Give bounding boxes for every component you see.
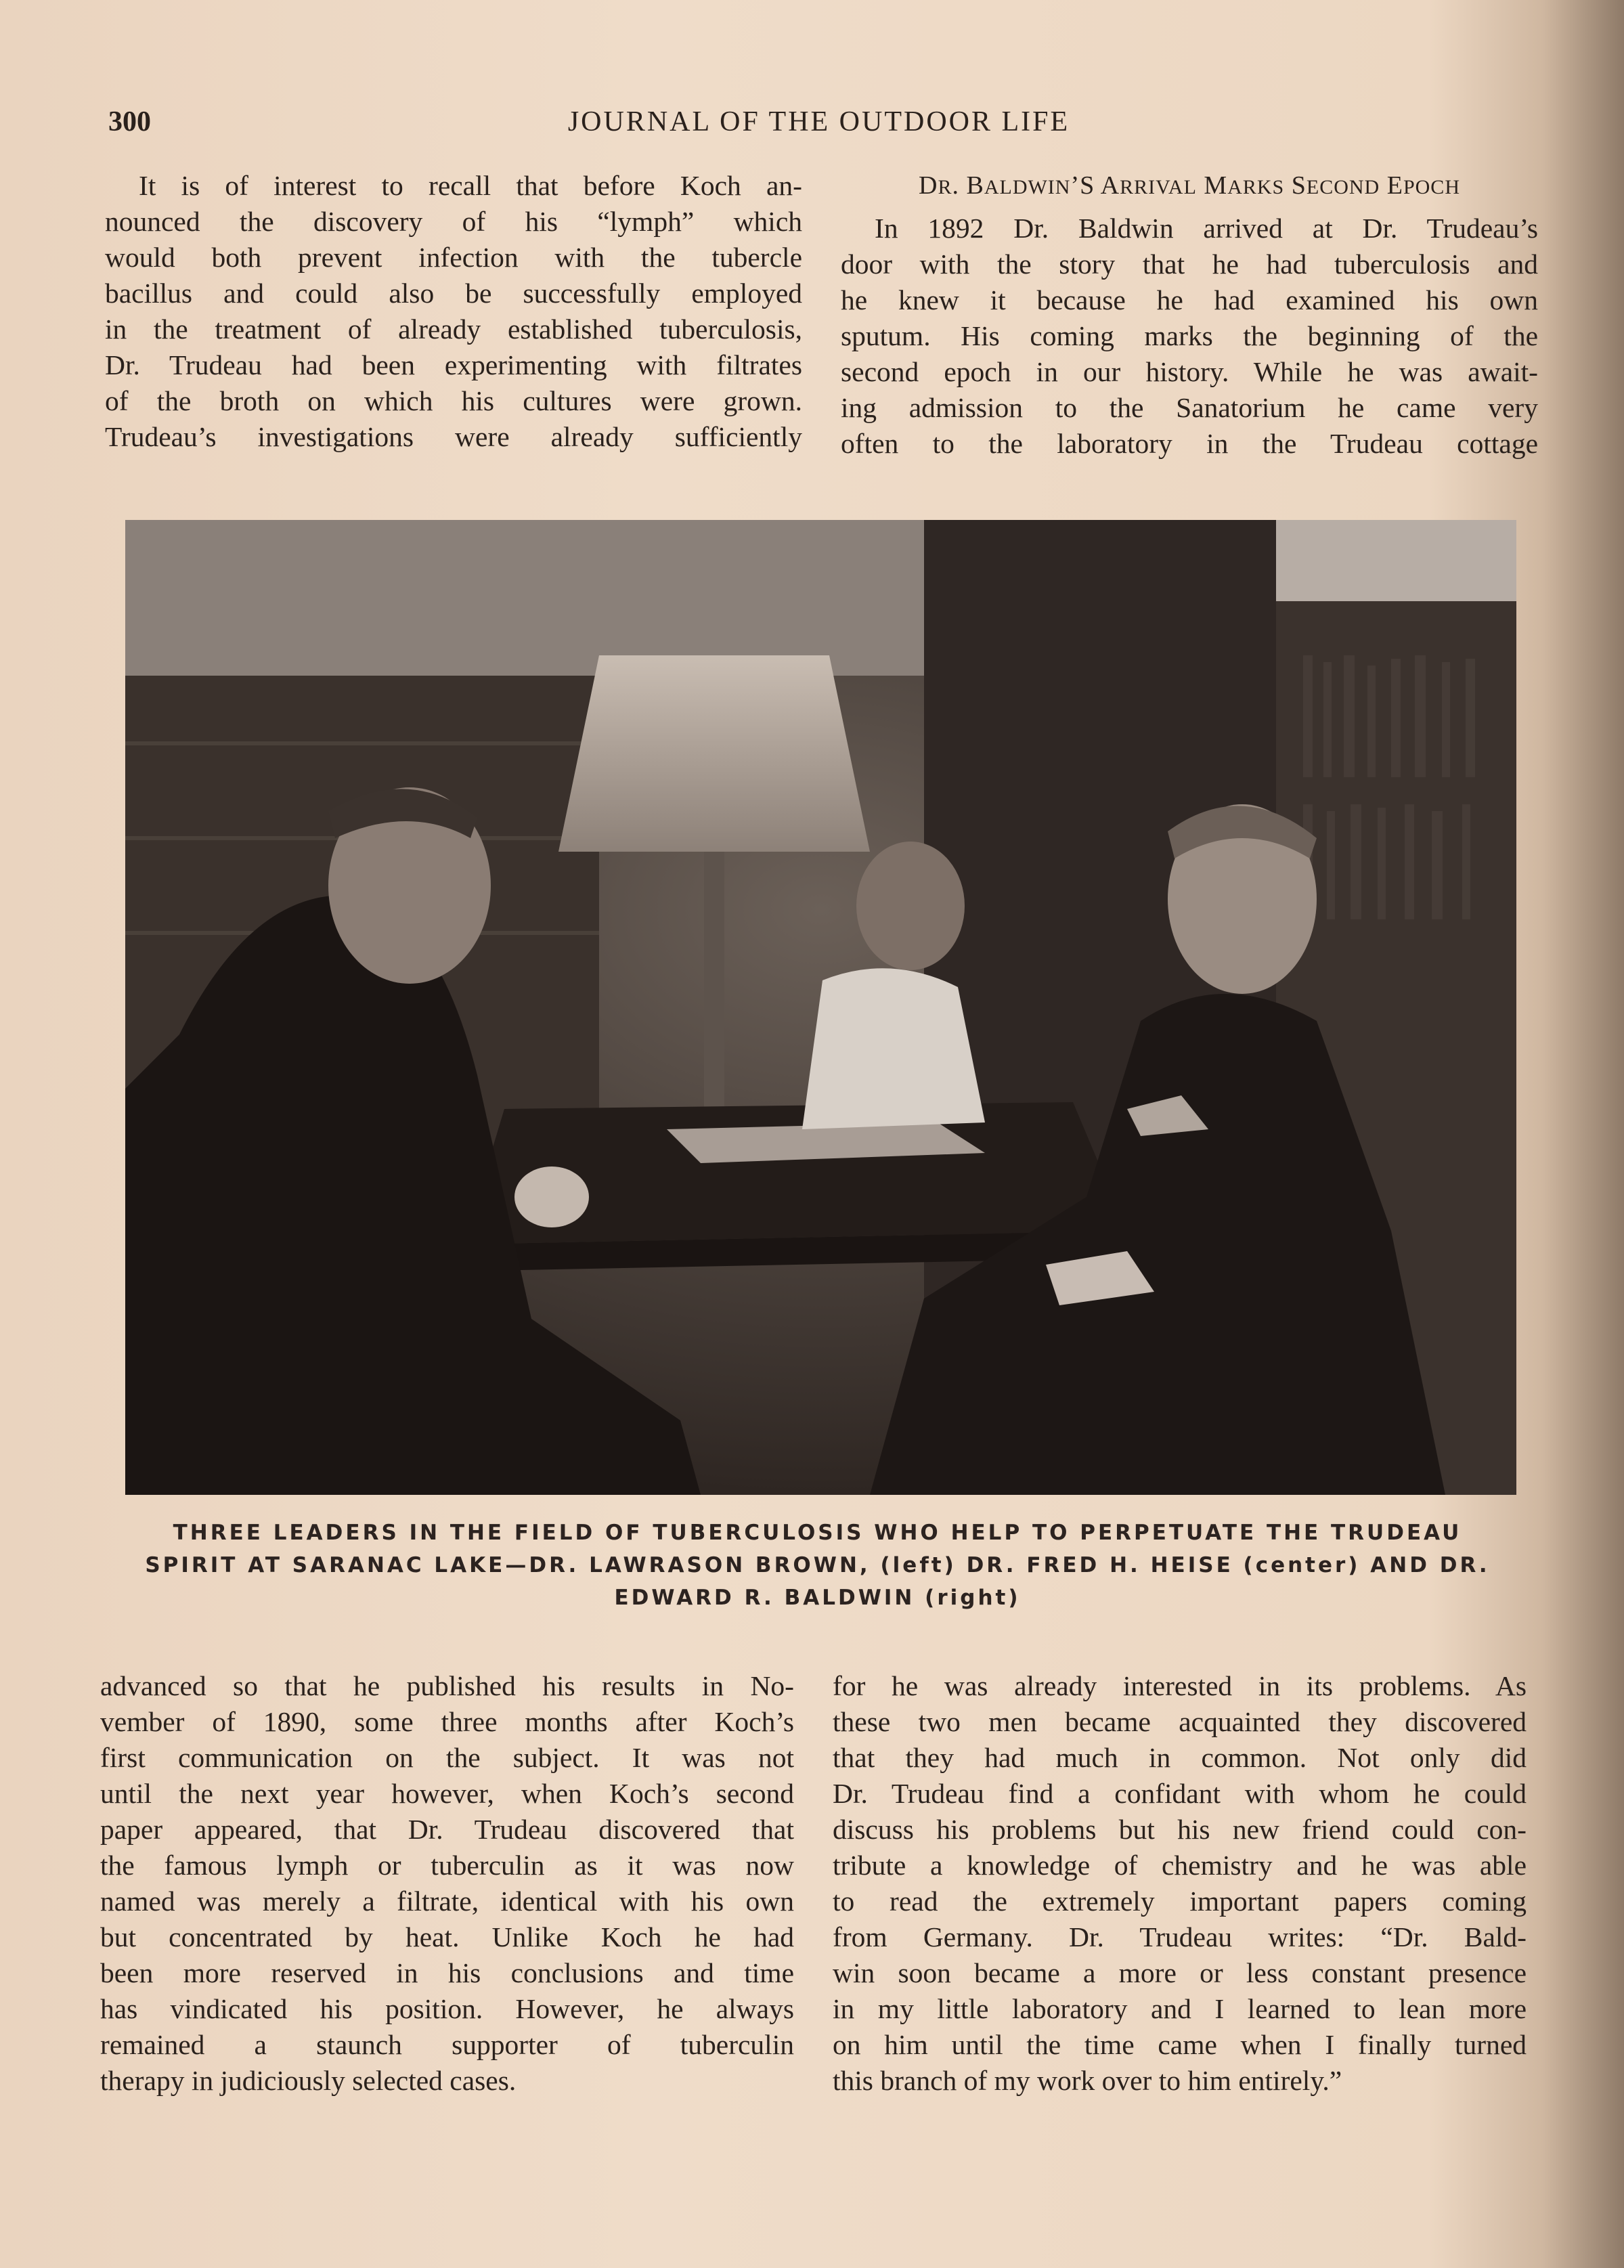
heading-part: RRIVAL xyxy=(1120,176,1197,198)
text-line: advanced so that he published his results in No- xyxy=(100,1670,794,1701)
heading-part: ECOND xyxy=(1306,176,1380,198)
text-line: sputum. His coming marks the beginning of the xyxy=(841,320,1538,351)
text-line: that they had much in common. Not only did xyxy=(833,1742,1527,1773)
text-line: second epoch in our history. While he was await- xyxy=(841,356,1538,387)
text-line: these two men became acquainted they discovered xyxy=(833,1706,1527,1737)
text-line: tribute a knowledge of chemistry and he was able xyxy=(833,1850,1527,1881)
running-head: JOURNAL OF THE OUTDOOR LIFE xyxy=(567,106,1070,137)
text-line: has vindicated his position. However, he always xyxy=(100,1993,794,2024)
text-line: therapy in judiciously selected cases. xyxy=(100,2065,517,2096)
text-line: In 1892 Dr. Baldwin arrived at Dr. Trudeau’s xyxy=(875,213,1538,244)
paragraph xyxy=(841,211,1538,462)
bottom-left-column xyxy=(100,1668,794,2099)
text-line: Dr. Trudeau had been experimenting with filtrates xyxy=(105,349,802,380)
photograph xyxy=(125,520,1516,1495)
heading-part: S xyxy=(1284,171,1307,200)
text-line: the famous lymph or tuberculin as it was now xyxy=(100,1850,794,1881)
text-line: Dr. Trudeau find a confidant with whom he could xyxy=(833,1778,1527,1809)
text-line: until the next year however, when Koch’s second xyxy=(100,1778,794,1809)
heading-part: ’S A xyxy=(1070,171,1120,200)
text-line: would both prevent infection with the tubercle xyxy=(105,242,802,273)
text-line: It is of interest to recall that before Koch an- xyxy=(139,170,802,201)
text-line: to read the extremely important papers coming xyxy=(833,1885,1527,1917)
text-line: nounced the discovery of his “lymph” which xyxy=(105,206,802,237)
text-line: this branch of my work over to him entirely.” xyxy=(833,2065,1342,2096)
text-line: on him until the time came when I finally turned xyxy=(833,2029,1527,2060)
text-line: in my little laboratory and I learned to lean more xyxy=(833,1993,1527,2024)
heading-part: ARKS xyxy=(1227,176,1285,198)
text-line: Trudeau’s investigations were already sufficiently xyxy=(105,421,802,452)
text-line: remained a staunch supporter of tuberculin xyxy=(100,2029,794,2060)
heading-part: ALDWIN xyxy=(984,176,1071,198)
text-line: for he was already interested in its problems. As xyxy=(833,1670,1527,1701)
photograph-image xyxy=(125,520,1516,1495)
text-line: been more reserved in his conclusions and time xyxy=(100,1957,794,1988)
text-line: from Germany. Dr. Trudeau writes: “Dr. Bald- xyxy=(833,1921,1527,1953)
text-line: of the broth on which his cultures were grown. xyxy=(105,385,802,416)
text-line: win soon became a more or less constant presence xyxy=(833,1957,1527,1988)
text-line: in the treatment of already established tuberculosis, xyxy=(105,313,802,345)
paragraph xyxy=(100,1668,794,2099)
top-right-column xyxy=(841,168,1538,462)
text-line: bacillus and could also be successfully employed xyxy=(105,278,802,309)
photo-caption xyxy=(122,1517,1513,1614)
caption-line: SPIRIT AT SARANAC LAKE—DR. LAWRASON BROWN, (left) DR. FRED H. HEISE (center) AND DR. xyxy=(145,1553,1490,1577)
text-line: named was merely a filtrate, identical with his own xyxy=(100,1885,794,1917)
bottom-right-column xyxy=(833,1668,1527,2099)
text-line: often to the laboratory in the Trudeau cottage xyxy=(841,428,1538,459)
heading-part: M xyxy=(1196,171,1228,200)
text-line: ing admission to the Sanatorium he came very xyxy=(841,392,1538,423)
text-line: door with the story that he had tuberculosis and xyxy=(841,248,1538,280)
paragraph xyxy=(105,168,802,455)
text-line: paper appeared, that Dr. Trudeau discovered that xyxy=(100,1814,794,1845)
heading-part: . B xyxy=(952,171,984,200)
text-line: but concentrated by heat. Unlike Koch he had xyxy=(100,1921,794,1953)
heading-part: E xyxy=(1380,171,1403,200)
caption-line: THREE LEADERS IN THE FIELD OF TUBERCULOSIS WHO HELP TO PERPETUATE THE TRUDEAU xyxy=(173,1521,1462,1545)
text-line: discuss his problems but his new friend could con- xyxy=(833,1814,1527,1845)
page-number: 300 xyxy=(108,106,151,137)
text-line: he knew it because he had examined his own xyxy=(841,284,1538,315)
section-heading xyxy=(841,168,1538,205)
heading-part: POCH xyxy=(1403,176,1460,198)
text-line: vember of 1890, some three months after Koch’s xyxy=(100,1706,794,1737)
paragraph xyxy=(833,1668,1527,2099)
heading-part: R xyxy=(938,176,952,198)
text-line: first communication on the subject. It was not xyxy=(100,1742,794,1773)
caption-line: EDWARD R. BALDWIN (right) xyxy=(614,1586,1021,1610)
heading-part: D xyxy=(919,171,938,200)
top-left-column xyxy=(105,168,802,455)
